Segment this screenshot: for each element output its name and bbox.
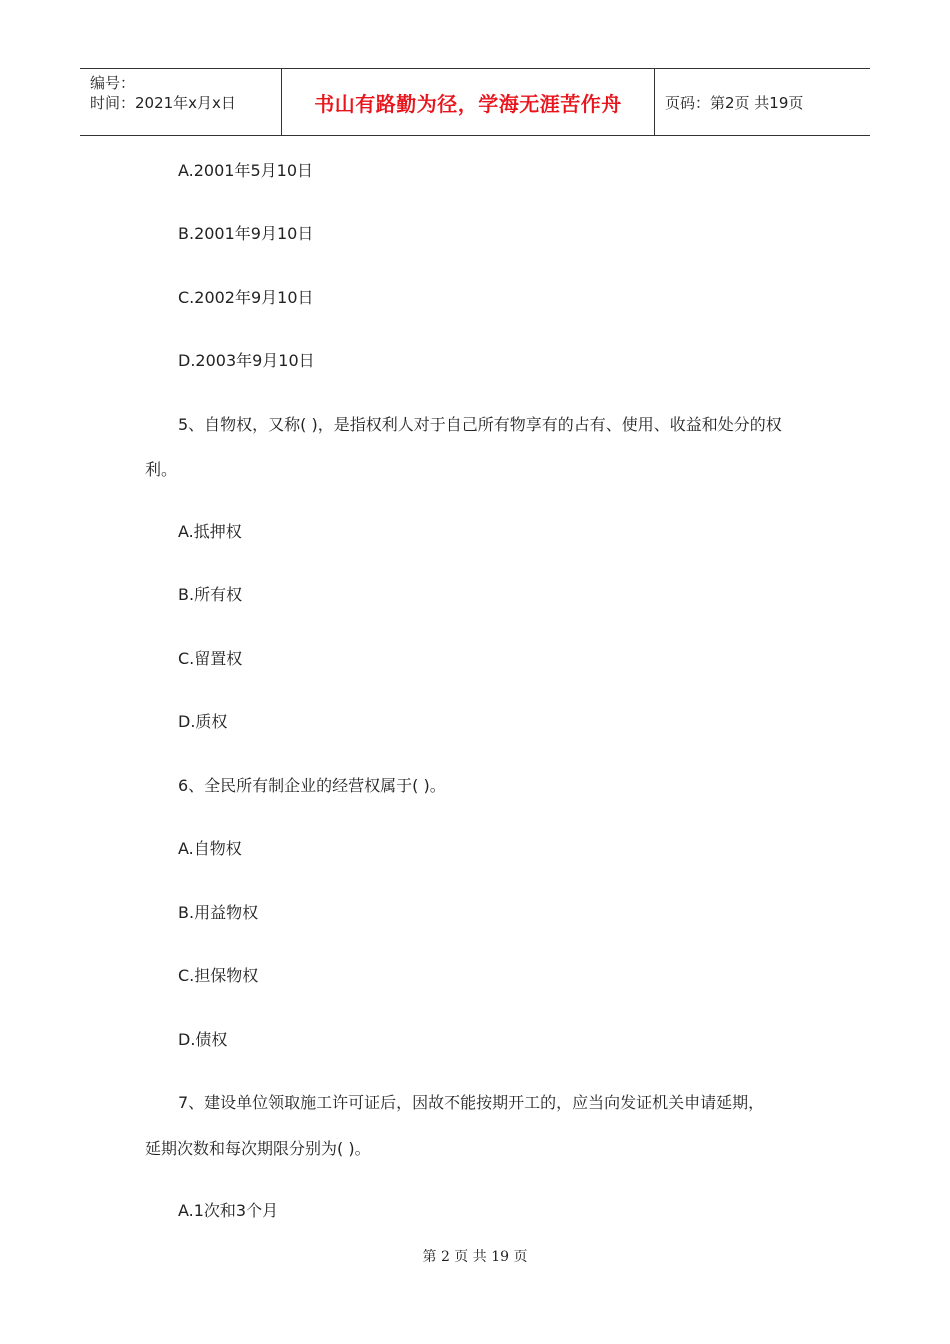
header-motto-cell	[282, 69, 655, 135]
q6-option-d: D.债权	[178, 1030, 228, 1049]
q5-option-d: D.质权	[178, 712, 228, 731]
document-number-label: 编号：	[90, 74, 136, 92]
q4-option-b: B.2001年9月10日	[178, 224, 314, 243]
q7-stem-line1: 7、建设单位领取施工许可证后，因故不能按期开工的，应当向发证机关申请延期，	[178, 1093, 765, 1112]
header-motto: 书山有路勤为径，学海无涯苦作舟	[314, 91, 622, 116]
q6-option-a: A.自物权	[178, 839, 242, 858]
header-page-cell	[655, 69, 870, 135]
q6-option-c: C.担保物权	[178, 966, 259, 985]
q5-option-a: A.抵押权	[178, 522, 242, 541]
document-time-label: 时间：2021年x月x日	[90, 94, 236, 112]
q7-option-a: A.1次和3个月	[178, 1201, 279, 1220]
header-page-number: 页码：第2页 共19页	[665, 93, 804, 112]
document-header	[80, 68, 870, 136]
q6-stem: 6、全民所有制企业的经营权属于( )。	[178, 776, 446, 795]
q5-stem-line1: 5、自物权，又称( )，是指权利人对于自己所有物享有的占有、使用、收益和处分的权	[178, 415, 782, 434]
q6-option-b: B.用益物权	[178, 903, 259, 922]
q5-option-c: C.留置权	[178, 649, 243, 668]
q4-option-c: C.2002年9月10日	[178, 288, 314, 307]
q7-stem-line2: 延期次数和每次期限分别为( )。	[145, 1139, 371, 1158]
header-meta-cell	[80, 69, 282, 135]
q5-stem-line2: 利。	[145, 460, 178, 479]
page-footer: 第 2 页 共 19 页	[422, 1249, 528, 1265]
q4-option-d: D.2003年9月10日	[178, 351, 315, 370]
q4-option-a: A.2001年5月10日	[178, 161, 314, 180]
q5-option-b: B.所有权	[178, 585, 243, 604]
